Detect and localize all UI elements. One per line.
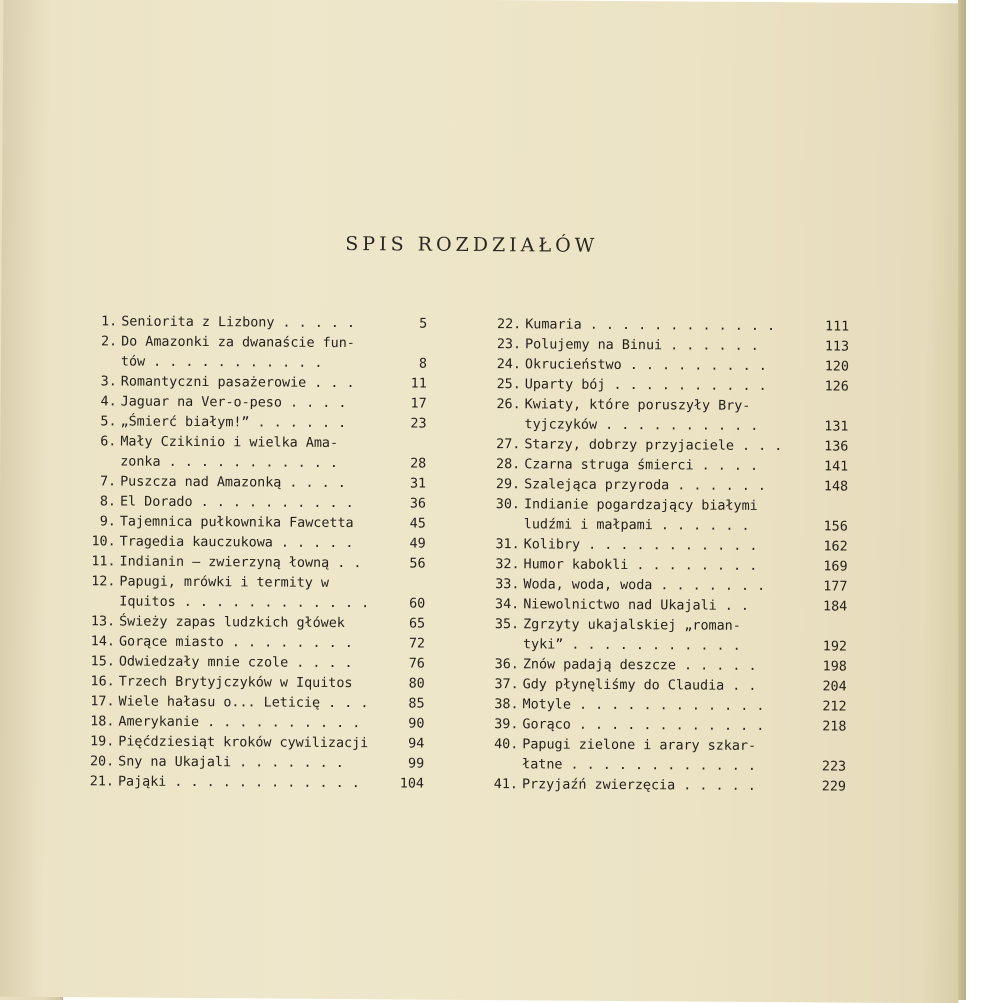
toc-entry-line [484, 475, 848, 498]
chapter-title: Papugi zielone i arary szkar- [522, 737, 757, 754]
chapter-number: 39. [494, 717, 519, 733]
toc-entry-line [77, 692, 425, 714]
chapter-title: Woda, woda, woda . . . . . . . [523, 577, 766, 594]
chapter-title: El Dorado . . . . . . . . . . [119, 494, 354, 512]
chapter-title: Kolibry . . . . . . . . . . . [523, 537, 758, 554]
chapter-title: Do Amazonki za dwanaście fun- [121, 334, 355, 352]
page-number: 17 [410, 396, 427, 412]
page-number: 28 [410, 456, 427, 472]
toc-entry-line [484, 455, 848, 478]
chapter-number: 29. [495, 477, 521, 493]
chapter-number: 37. [494, 677, 519, 693]
toc-entry-line [483, 555, 847, 578]
toc-entry [79, 312, 427, 334]
toc-entry [484, 395, 848, 438]
toc-entry-line [77, 652, 425, 674]
page-number: 31 [409, 476, 427, 492]
chapter-title: ludźmi i małpami . . . . . . [523, 517, 750, 534]
toc-column-left [76, 312, 427, 794]
chapter-number: 19. [90, 734, 115, 750]
page-number: 177 [823, 579, 848, 595]
chapter-title: Tragedia kauczukowa . . . . . [119, 534, 354, 552]
toc-entry [79, 372, 427, 394]
chapter-number: 34. [495, 597, 520, 613]
page-number: 99 [407, 756, 425, 772]
toc-entry-line [484, 415, 848, 438]
chapter-title: Romantyczni pasażerowie . . . [120, 374, 355, 392]
chapter-title: Pająki . . . . . . . . . . . . [117, 774, 360, 792]
page-number: 131 [824, 419, 849, 435]
chapter-title: Świeży zapas ludzkich główek [119, 614, 345, 632]
toc-entry-line [76, 712, 424, 734]
page-number: 169 [823, 559, 848, 575]
page-number: 111 [824, 319, 850, 335]
chapter-title: Puszcza nad Amazonką . . . . [120, 474, 346, 492]
toc-entry-line [483, 615, 847, 638]
chapter-title: Kumaria . . . . . . . . . . . . [525, 317, 776, 335]
chapter-title: Przyjaźń zwierzęcia . . . . . [521, 777, 756, 794]
page-number: 45 [409, 516, 426, 532]
toc-entry [482, 715, 846, 738]
chapter-title: Sny na Ukajali . . . . . . . [118, 754, 344, 772]
toc-entry-line [78, 432, 426, 454]
chapter-title: Zgrzyty ukajalskiej „roman- [523, 617, 741, 634]
page-number: 204 [822, 679, 847, 695]
chapter-title: Tajemnica pułkownika Fawcetta [119, 514, 354, 532]
chapter-title: Papugi, mrówki i termity w [119, 574, 330, 591]
page-number: 148 [823, 479, 849, 495]
toc-entry [484, 475, 848, 498]
chapter-title: Seniorita z Lizbony . . . . . [121, 314, 356, 332]
chapter-number: 3. [100, 374, 117, 390]
chapter-number: 26. [496, 397, 521, 413]
chapter-number: 23. [496, 337, 522, 353]
chapter-title: Gorące miasto . . . . . . . . [118, 634, 353, 652]
toc-entry-line [77, 592, 425, 614]
chapter-number: 33. [495, 577, 520, 593]
chapter-title: „Śmierć białym!” . . . . . . [120, 414, 347, 432]
toc-entry [485, 315, 849, 338]
toc-entry-line [483, 655, 847, 678]
chapter-title: tyki” . . . . . . . . . . . [522, 637, 741, 654]
toc-entry [76, 752, 424, 774]
toc-entry [77, 692, 425, 714]
toc-entry [78, 512, 426, 534]
toc-entry-line [484, 515, 848, 538]
chapter-number: 38. [494, 697, 519, 713]
toc-entry-line [483, 575, 847, 598]
toc-entry-line [485, 395, 849, 418]
chapter-number: 40. [494, 737, 519, 753]
page-number: 136 [824, 439, 849, 455]
toc-entry-line [485, 375, 849, 398]
chapter-number: 7. [99, 474, 117, 490]
toc-entry [79, 332, 427, 374]
chapter-number: 9. [99, 514, 116, 530]
toc-entry-line [485, 355, 849, 378]
chapter-number: 22. [496, 317, 522, 333]
toc-entry-line [484, 535, 848, 558]
page-number: 80 [408, 676, 425, 692]
toc-entry-line [78, 512, 426, 534]
chapter-title: Gorąco . . . . . . . . . . . . [522, 717, 765, 734]
toc-entry [482, 735, 846, 778]
chapter-title: Iquitos . . . . . . . . . . . . [119, 594, 370, 612]
chapter-title: tyjczyków . . . . . . . . . . [524, 417, 759, 434]
toc-entry-line [76, 752, 424, 774]
page-number: 90 [408, 716, 425, 732]
toc-entry-line [79, 352, 427, 374]
chapter-title: Jaguar na Ver-o-peso . . . . [120, 394, 347, 412]
toc-entry-line [79, 372, 427, 394]
page-number: 49 [409, 536, 426, 552]
chapter-title: Okrucieństwo . . . . . . . . . [524, 357, 767, 374]
toc-entry-line [483, 635, 847, 658]
chapter-number: 20. [89, 754, 115, 770]
chapter-number: 17. [90, 694, 115, 710]
toc-entry-line [77, 612, 425, 634]
toc-entry [483, 655, 847, 678]
toc-entry-line [483, 675, 847, 698]
toc-entry-line [485, 335, 849, 358]
page-number: 120 [824, 359, 849, 375]
toc-entry [77, 572, 425, 614]
toc-entry [77, 652, 425, 674]
toc-entry-line [77, 672, 425, 694]
toc-entry [483, 675, 847, 698]
chapter-number: 32. [495, 557, 520, 573]
toc-entry-line [485, 315, 849, 338]
toc-entry [485, 355, 849, 378]
chapter-number: 41. [493, 777, 519, 793]
chapter-title: Znów padają deszcze . . . . . [522, 657, 757, 674]
toc-entry [485, 375, 849, 398]
toc-entry-line [482, 735, 846, 758]
chapter-number: 8. [99, 494, 117, 510]
toc-entry [77, 552, 425, 574]
toc-entry-line [482, 715, 846, 738]
chapter-title: Szalejąca przyroda . . . . . . [524, 477, 767, 494]
toc-entry [485, 335, 849, 358]
toc-entry [77, 612, 425, 634]
chapter-number: 11. [91, 554, 116, 570]
toc-entry [76, 712, 424, 734]
toc-entry [483, 575, 847, 598]
toc-entry-line [77, 552, 425, 574]
chapter-number: 10. [91, 534, 116, 550]
toc-entry-line [76, 732, 424, 754]
chapter-number: 15. [90, 654, 115, 670]
toc-column-right [482, 315, 849, 798]
toc-entry-line [482, 775, 846, 798]
toc-entry [484, 495, 848, 538]
toc-entry [78, 432, 426, 474]
toc-entry-line [78, 532, 426, 554]
chapter-title: Odwiedzały mnie czole . . . . [118, 654, 353, 672]
page-number: 126 [824, 379, 849, 395]
chapter-number: 18. [90, 714, 115, 730]
chapter-title: Czarna struga śmierci . . . . [524, 457, 759, 474]
chapter-title: Indianin — zwierzyną łowną . . [119, 554, 362, 572]
toc-entry-line [78, 452, 426, 474]
chapter-number: 27. [496, 437, 521, 453]
chapter-title: Motyle . . . . . . . . . . . . [522, 697, 765, 714]
page-number: 223 [821, 759, 847, 775]
page-number: 85 [408, 696, 425, 712]
page-number: 156 [823, 519, 848, 535]
page-number: 23 [410, 416, 427, 432]
chapter-title: Pięćdziesiąt kroków cywilizacji [118, 734, 369, 752]
chapter-title: Wiele hałasu o... Leticię . . . [118, 694, 369, 712]
toc-entry [76, 732, 424, 754]
chapter-number: 35. [494, 617, 520, 633]
page-number: 36 [409, 496, 427, 512]
toc-entry [484, 535, 848, 558]
toc-entry-line [79, 332, 427, 354]
toc-entry [483, 555, 847, 578]
page-number: 113 [824, 339, 850, 355]
page-number: 192 [822, 639, 848, 655]
chapter-title: Niewolnictwo nad Ukajali . . [523, 597, 750, 614]
toc-entry [78, 492, 426, 514]
page-number: 229 [821, 779, 847, 795]
chapter-title: Uparty bój . . . . . . . . . . [524, 377, 767, 394]
chapter-title: Humor kabokli . . . . . . . . [523, 557, 758, 574]
toc-entry-line [76, 772, 424, 794]
toc-entry-line [78, 492, 426, 514]
page-number: 198 [822, 659, 847, 675]
chapter-title: Kwiaty, które poruszyły Bry- [524, 397, 751, 414]
page-number: 141 [823, 459, 849, 475]
chapter-title: Amerykanie . . . . . . . . . . [118, 714, 361, 732]
toc-entry [482, 695, 846, 718]
toc-entry-line [78, 412, 426, 434]
chapter-number: 16. [90, 674, 115, 690]
toc-entry-line [484, 495, 848, 518]
chapter-number: 4. [100, 394, 117, 410]
chapter-number: 6. [100, 434, 117, 450]
page-number: 65 [408, 616, 426, 632]
toc-entry [78, 472, 426, 494]
chapter-number: 12. [91, 574, 116, 590]
toc-entry [484, 435, 848, 458]
page-title: SPIS ROZDZIAŁÓW [345, 233, 599, 257]
toc-entry [76, 772, 424, 794]
page-number: 212 [822, 699, 847, 715]
toc-entry-line [79, 312, 427, 334]
page-right-edge [958, 0, 966, 1000]
chapter-number: 21. [89, 774, 115, 790]
toc-entry [483, 595, 847, 618]
page-number: 218 [822, 719, 847, 735]
toc-entry-line [77, 632, 425, 654]
chapter-number: 5. [100, 414, 117, 430]
chapter-title: zonka . . . . . . . . . . . [120, 454, 338, 472]
page-number: 8 [418, 356, 427, 372]
toc-entry-line [78, 472, 426, 494]
chapter-title: Starzy, dobrzy przyjaciele . . . [524, 437, 783, 455]
toc-entry-line [483, 595, 847, 618]
page-number: 104 [399, 776, 425, 792]
toc-entry [79, 392, 427, 414]
chapter-title: Indianie pogardzający białymi [523, 497, 758, 514]
chapter-number: 1. [101, 314, 118, 330]
chapter-number: 13. [90, 614, 116, 630]
page-number: 76 [408, 656, 425, 672]
chapter-number: 2. [100, 334, 118, 350]
page-number: 94 [408, 736, 425, 752]
chapter-number: 36. [494, 657, 519, 673]
toc-entry [77, 672, 425, 694]
chapter-number: 30. [495, 497, 521, 513]
toc-entry [77, 632, 425, 654]
page-number: 60 [409, 596, 426, 612]
chapter-number: 25. [496, 377, 521, 393]
page-number: 72 [408, 636, 426, 652]
toc-entry [484, 455, 848, 478]
chapter-number: 14. [90, 634, 116, 650]
page-number: 56 [409, 556, 426, 572]
chapter-number: 24. [496, 357, 521, 373]
toc-entry [483, 615, 847, 658]
chapter-title: Polujemy na Binui . . . . . . [525, 337, 759, 354]
chapter-title: Trzech Brytyjczyków w Iquitos [118, 674, 353, 692]
page-number: 184 [823, 599, 848, 615]
toc-entry-line [79, 392, 427, 414]
chapter-title: tów . . . . . . . . . . . [120, 354, 323, 371]
toc-entry [482, 775, 846, 798]
chapter-title: Mały Czikinio i wielka Ama- [120, 434, 339, 452]
page-number: 162 [823, 539, 848, 555]
page-number: 11 [410, 376, 427, 392]
toc-entry [78, 412, 426, 434]
toc-entry-line [77, 572, 425, 594]
toc-entry-line [484, 435, 848, 458]
chapter-title: łatne . . . . . . . . . . . . [522, 757, 756, 774]
toc-entry-line [482, 695, 846, 718]
toc-entry [78, 532, 426, 554]
chapter-number: 31. [495, 537, 520, 553]
page-number: 5 [419, 316, 428, 332]
chapter-title: Gdy płynęliśmy do Claudia . . [522, 677, 757, 694]
chapter-number: 28. [496, 457, 521, 473]
toc-entry-line [482, 755, 846, 778]
